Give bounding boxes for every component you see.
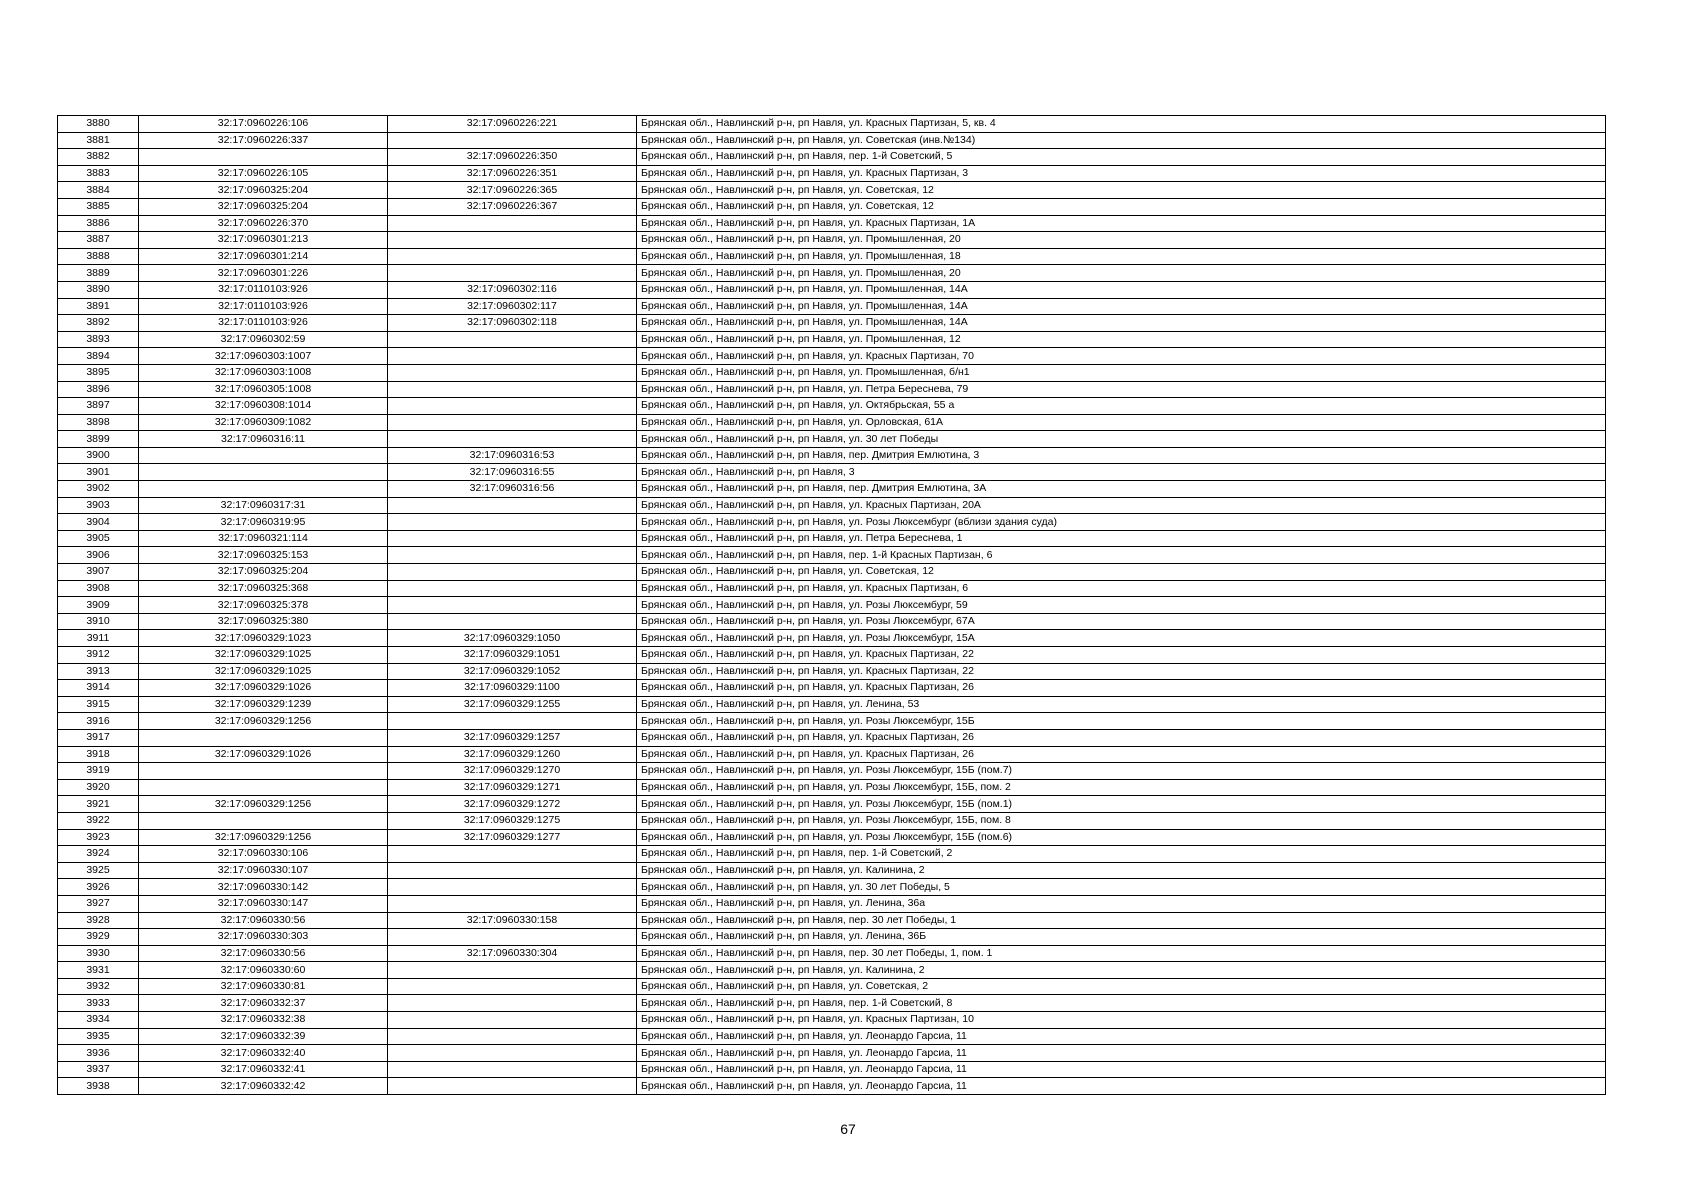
table-row bbox=[58, 663, 1606, 680]
object-cadastral-number-cell bbox=[388, 962, 637, 979]
address-cell: Брянская обл., Навлинский р-н, рп Навля, ул. Красных Партизан, 1А bbox=[637, 215, 1606, 232]
address-cell: Брянская обл., Навлинский р-н, рп Навля, ул. Красных Партизан, 3 bbox=[637, 165, 1606, 182]
address-cell: Брянская обл., Навлинский р-н, рп Навля, ул. Промышленная, 20 bbox=[637, 232, 1606, 249]
row-number-cell: 3930 bbox=[58, 945, 139, 962]
cadastral-number-cell: 32:17:0960319:95 bbox=[139, 514, 388, 531]
address-cell: Брянская обл., Навлинский р-н, рп Навля, ул. Красных Партизан, 6 bbox=[637, 580, 1606, 597]
table-row bbox=[58, 763, 1606, 780]
table-row bbox=[58, 315, 1606, 332]
address-cell: Брянская обл., Навлинский р-н, рп Навля, пер. 1-й Советский, 5 bbox=[637, 149, 1606, 166]
object-cadastral-number-cell: 32:17:0960302:116 bbox=[388, 281, 637, 298]
table-row bbox=[58, 215, 1606, 232]
address-cell: Брянская обл., Навлинский р-н, рп Навля, ул. Красных Партизан, 22 bbox=[637, 647, 1606, 664]
cadastral-number-cell: 32:17:0960329:1025 bbox=[139, 647, 388, 664]
object-cadastral-number-cell bbox=[388, 613, 637, 630]
row-number-cell: 3884 bbox=[58, 182, 139, 199]
cadastral-number-cell: 32:17:0960325:204 bbox=[139, 198, 388, 215]
row-number-cell: 3899 bbox=[58, 431, 139, 448]
object-cadastral-number-cell bbox=[388, 132, 637, 149]
row-number-cell: 3902 bbox=[58, 481, 139, 498]
row-number-cell: 3932 bbox=[58, 978, 139, 995]
object-cadastral-number-cell bbox=[388, 248, 637, 265]
property-register-table bbox=[57, 115, 1606, 1095]
address-cell: Брянская обл., Навлинский р-н, рп Навля, ул. Промышленная, 12 bbox=[637, 331, 1606, 348]
address-cell: Брянская обл., Навлинский р-н, рп Навля, ул. Леонардо Гарсиа, 11 bbox=[637, 1078, 1606, 1095]
cadastral-number-cell bbox=[139, 812, 388, 829]
cadastral-number-cell bbox=[139, 149, 388, 166]
cadastral-number-cell: 32:17:0960226:337 bbox=[139, 132, 388, 149]
cadastral-number-cell: 32:17:0110103:926 bbox=[139, 315, 388, 332]
address-cell: Брянская обл., Навлинский р-н, рп Навля, ул. Орловская, 61А bbox=[637, 414, 1606, 431]
table-row bbox=[58, 680, 1606, 697]
cadastral-number-cell: 32:17:0960325:204 bbox=[139, 564, 388, 581]
object-cadastral-number-cell bbox=[388, 381, 637, 398]
cadastral-number-cell: 32:17:0960329:1256 bbox=[139, 829, 388, 846]
object-cadastral-number-cell bbox=[388, 514, 637, 531]
cadastral-number-cell: 32:17:0110103:926 bbox=[139, 281, 388, 298]
table-row bbox=[58, 647, 1606, 664]
object-cadastral-number-cell: 32:17:0960226:221 bbox=[388, 116, 637, 133]
object-cadastral-number-cell bbox=[388, 564, 637, 581]
object-cadastral-number-cell bbox=[388, 265, 637, 282]
address-cell: Брянская обл., Навлинский р-н, рп Навля, ул. Красных Партизан, 20А bbox=[637, 497, 1606, 514]
table-row bbox=[58, 696, 1606, 713]
object-cadastral-number-cell: 32:17:0960316:56 bbox=[388, 481, 637, 498]
cadastral-number-cell: 32:17:0960330:56 bbox=[139, 945, 388, 962]
row-number-cell: 3894 bbox=[58, 348, 139, 365]
table-row bbox=[58, 613, 1606, 630]
address-cell: Брянская обл., Навлинский р-н, рп Навля, ул. Леонардо Гарсиа, 11 bbox=[637, 1061, 1606, 1078]
table-row bbox=[58, 929, 1606, 946]
address-cell: Брянская обл., Навлинский р-н, рп Навля, ул. Розы Люксембург, 15Б, пом. 8 bbox=[637, 812, 1606, 829]
row-number-cell: 3938 bbox=[58, 1078, 139, 1095]
row-number-cell: 3885 bbox=[58, 198, 139, 215]
table-row bbox=[58, 447, 1606, 464]
table-row bbox=[58, 464, 1606, 481]
cadastral-number-cell: 32:17:0960317:31 bbox=[139, 497, 388, 514]
row-number-cell: 3897 bbox=[58, 398, 139, 415]
row-number-cell: 3924 bbox=[58, 846, 139, 863]
object-cadastral-number-cell bbox=[388, 1061, 637, 1078]
row-number-cell: 3895 bbox=[58, 364, 139, 381]
cadastral-number-cell bbox=[139, 447, 388, 464]
object-cadastral-number-cell bbox=[388, 348, 637, 365]
address-cell: Брянская обл., Навлинский р-н, рп Навля, ул. Советская (инв.№134) bbox=[637, 132, 1606, 149]
row-number-cell: 3921 bbox=[58, 796, 139, 813]
cadastral-number-cell: 32:17:0960332:42 bbox=[139, 1078, 388, 1095]
table-row bbox=[58, 895, 1606, 912]
address-cell: Брянская обл., Навлинский р-н, рп Навля, пер. 1-й Советский, 2 bbox=[637, 846, 1606, 863]
table-row bbox=[58, 846, 1606, 863]
cadastral-number-cell: 32:17:0960330:81 bbox=[139, 978, 388, 995]
address-cell: Брянская обл., Навлинский р-н, рп Навля, ул. Розы Люксембург, 15Б (пом.1) bbox=[637, 796, 1606, 813]
row-number-cell: 3920 bbox=[58, 779, 139, 796]
address-cell: Брянская обл., Навлинский р-н, рп Навля, ул. Ленина, 36Б bbox=[637, 929, 1606, 946]
cadastral-number-cell: 32:17:0960308:1014 bbox=[139, 398, 388, 415]
address-cell: Брянская обл., Навлинский р-н, рп Навля, ул. Красных Партизан, 22 bbox=[637, 663, 1606, 680]
table-row bbox=[58, 862, 1606, 879]
object-cadastral-number-cell bbox=[388, 862, 637, 879]
table-row bbox=[58, 398, 1606, 415]
address-cell: Брянская обл., Навлинский р-н, рп Навля, ул. Красных Партизан, 10 bbox=[637, 1012, 1606, 1029]
object-cadastral-number-cell: 32:17:0960302:118 bbox=[388, 315, 637, 332]
cadastral-number-cell: 32:17:0960303:1007 bbox=[139, 348, 388, 365]
object-cadastral-number-cell bbox=[388, 597, 637, 614]
table-row bbox=[58, 414, 1606, 431]
address-cell: Брянская обл., Навлинский р-н, рп Навля, ул. Петра Береснева, 1 bbox=[637, 530, 1606, 547]
table-row bbox=[58, 713, 1606, 730]
object-cadastral-number-cell: 32:17:0960329:1257 bbox=[388, 729, 637, 746]
table-row bbox=[58, 812, 1606, 829]
address-cell: Брянская обл., Навлинский р-н, рп Навля, 3 bbox=[637, 464, 1606, 481]
table-row bbox=[58, 829, 1606, 846]
cadastral-number-cell bbox=[139, 779, 388, 796]
cadastral-number-cell: 32:17:0960325:204 bbox=[139, 182, 388, 199]
table-row bbox=[58, 779, 1606, 796]
row-number-cell: 3909 bbox=[58, 597, 139, 614]
address-cell: Брянская обл., Навлинский р-н, рп Навля, ул. Промышленная, б/н1 bbox=[637, 364, 1606, 381]
row-number-cell: 3912 bbox=[58, 647, 139, 664]
table-row bbox=[58, 597, 1606, 614]
cadastral-number-cell: 32:17:0960329:1256 bbox=[139, 796, 388, 813]
table-row bbox=[58, 348, 1606, 365]
table-row bbox=[58, 729, 1606, 746]
address-cell: Брянская обл., Навлинский р-н, рп Навля, пер. Дмитрия Емлютина, 3 bbox=[637, 447, 1606, 464]
row-number-cell: 3905 bbox=[58, 530, 139, 547]
page-number: 67 bbox=[840, 1121, 856, 1137]
address-cell: Брянская обл., Навлинский р-н, рп Навля, ул. Розы Люксембург, 15Б bbox=[637, 713, 1606, 730]
object-cadastral-number-cell: 32:17:0960302:117 bbox=[388, 298, 637, 315]
object-cadastral-number-cell: 32:17:0960329:1277 bbox=[388, 829, 637, 846]
object-cadastral-number-cell bbox=[388, 846, 637, 863]
cadastral-number-cell: 32:17:0960329:1256 bbox=[139, 713, 388, 730]
table-row bbox=[58, 364, 1606, 381]
address-cell: Брянская обл., Навлинский р-н, рп Навля, ул. 30 лет Победы bbox=[637, 431, 1606, 448]
address-cell: Брянская обл., Навлинский р-н, рп Навля, ул. 30 лет Победы, 5 bbox=[637, 879, 1606, 896]
address-cell: Брянская обл., Навлинский р-н, рп Навля, ул. Красных Партизан, 26 bbox=[637, 746, 1606, 763]
row-number-cell: 3888 bbox=[58, 248, 139, 265]
cadastral-number-cell: 32:17:0960330:106 bbox=[139, 846, 388, 863]
table-row bbox=[58, 1045, 1606, 1062]
cadastral-number-cell: 32:17:0960301:226 bbox=[139, 265, 388, 282]
row-number-cell: 3923 bbox=[58, 829, 139, 846]
object-cadastral-number-cell bbox=[388, 530, 637, 547]
row-number-cell: 3889 bbox=[58, 265, 139, 282]
object-cadastral-number-cell bbox=[388, 1028, 637, 1045]
table-row bbox=[58, 281, 1606, 298]
address-cell: Брянская обл., Навлинский р-н, рп Навля, ул. Промышленная, 14А bbox=[637, 315, 1606, 332]
cadastral-number-cell: 32:17:0960321:114 bbox=[139, 530, 388, 547]
address-cell: Брянская обл., Навлинский р-н, рп Навля, ул. Калинина, 2 bbox=[637, 862, 1606, 879]
object-cadastral-number-cell bbox=[388, 1045, 637, 1062]
cadastral-number-cell: 32:17:0960329:1023 bbox=[139, 630, 388, 647]
address-cell: Брянская обл., Навлинский р-н, рп Навля, ул. Петра Береснева, 79 bbox=[637, 381, 1606, 398]
address-cell: Брянская обл., Навлинский р-н, рп Навля, ул. Советская, 2 bbox=[637, 978, 1606, 995]
table-row bbox=[58, 481, 1606, 498]
row-number-cell: 3911 bbox=[58, 630, 139, 647]
address-cell: Брянская обл., Навлинский р-н, рп Навля, ул. Советская, 12 bbox=[637, 198, 1606, 215]
cadastral-number-cell: 32:17:0960316:11 bbox=[139, 431, 388, 448]
address-cell: Брянская обл., Навлинский р-н, рп Навля, ул. Красных Партизан, 70 bbox=[637, 348, 1606, 365]
cadastral-number-cell: 32:17:0960330:142 bbox=[139, 879, 388, 896]
table-row bbox=[58, 232, 1606, 249]
object-cadastral-number-cell: 32:17:0960329:1052 bbox=[388, 663, 637, 680]
cadastral-number-cell: 32:17:0960330:303 bbox=[139, 929, 388, 946]
table-row bbox=[58, 962, 1606, 979]
table-row bbox=[58, 182, 1606, 199]
object-cadastral-number-cell: 32:17:0960329:1255 bbox=[388, 696, 637, 713]
object-cadastral-number-cell: 32:17:0960316:55 bbox=[388, 464, 637, 481]
cadastral-number-cell: 32:17:0960330:56 bbox=[139, 912, 388, 929]
row-number-cell: 3908 bbox=[58, 580, 139, 597]
object-cadastral-number-cell bbox=[388, 879, 637, 896]
table-row bbox=[58, 149, 1606, 166]
cadastral-number-cell: 32:17:0960226:370 bbox=[139, 215, 388, 232]
address-cell: Брянская обл., Навлинский р-н, рп Навля, ул. Розы Люксембург, 67А bbox=[637, 613, 1606, 630]
table-row bbox=[58, 630, 1606, 647]
row-number-cell: 3892 bbox=[58, 315, 139, 332]
table-row bbox=[58, 912, 1606, 929]
table-row bbox=[58, 331, 1606, 348]
cadastral-number-cell: 32:17:0960330:107 bbox=[139, 862, 388, 879]
address-cell: Брянская обл., Навлинский р-н, рп Навля, ул. Калинина, 2 bbox=[637, 962, 1606, 979]
table-row bbox=[58, 530, 1606, 547]
table-row bbox=[58, 796, 1606, 813]
table-row bbox=[58, 995, 1606, 1012]
address-cell: Брянская обл., Навлинский р-н, рп Навля, ул. Красных Партизан, 26 bbox=[637, 680, 1606, 697]
cadastral-number-cell: 32:17:0960301:214 bbox=[139, 248, 388, 265]
cadastral-number-cell: 32:17:0960309:1082 bbox=[139, 414, 388, 431]
row-number-cell: 3917 bbox=[58, 729, 139, 746]
address-cell: Брянская обл., Навлинский р-н, рп Навля, ул. Розы Люксембург (вблизи здания суда) bbox=[637, 514, 1606, 531]
cadastral-number-cell: 32:17:0960329:1026 bbox=[139, 680, 388, 697]
cadastral-number-cell bbox=[139, 481, 388, 498]
row-number-cell: 3903 bbox=[58, 497, 139, 514]
table-row bbox=[58, 165, 1606, 182]
table-row bbox=[58, 298, 1606, 315]
address-cell: Брянская обл., Навлинский р-н, рп Навля, ул. Промышленная, 14А bbox=[637, 298, 1606, 315]
cadastral-number-cell bbox=[139, 729, 388, 746]
row-number-cell: 3910 bbox=[58, 613, 139, 630]
address-cell: Брянская обл., Навлинский р-н, рп Навля, ул. Красных Партизан, 26 bbox=[637, 729, 1606, 746]
cadastral-number-cell: 32:17:0960332:40 bbox=[139, 1045, 388, 1062]
object-cadastral-number-cell bbox=[388, 580, 637, 597]
row-number-cell: 3898 bbox=[58, 414, 139, 431]
object-cadastral-number-cell bbox=[388, 331, 637, 348]
cadastral-number-cell: 32:17:0960325:380 bbox=[139, 613, 388, 630]
table-row bbox=[58, 547, 1606, 564]
object-cadastral-number-cell bbox=[388, 431, 637, 448]
row-number-cell: 3929 bbox=[58, 929, 139, 946]
object-cadastral-number-cell: 32:17:0960226:365 bbox=[388, 182, 637, 199]
address-cell: Брянская обл., Навлинский р-н, рп Навля, ул. Красных Партизан, 5, кв. 4 bbox=[637, 116, 1606, 133]
cadastral-number-cell: 32:17:0110103:926 bbox=[139, 298, 388, 315]
cadastral-number-cell: 32:17:0960301:213 bbox=[139, 232, 388, 249]
address-cell: Брянская обл., Навлинский р-н, рп Навля, ул. Розы Люксембург, 15Б, пом. 2 bbox=[637, 779, 1606, 796]
table-row bbox=[58, 1028, 1606, 1045]
table-row bbox=[58, 746, 1606, 763]
table-row bbox=[58, 497, 1606, 514]
address-cell: Брянская обл., Навлинский р-н, рп Навля, ул. Промышленная, 20 bbox=[637, 265, 1606, 282]
object-cadastral-number-cell: 32:17:0960329:1271 bbox=[388, 779, 637, 796]
cadastral-number-cell: 32:17:0960330:60 bbox=[139, 962, 388, 979]
object-cadastral-number-cell: 32:17:0960329:1260 bbox=[388, 746, 637, 763]
object-cadastral-number-cell: 32:17:0960330:304 bbox=[388, 945, 637, 962]
table-row bbox=[58, 1061, 1606, 1078]
table-row bbox=[58, 978, 1606, 995]
object-cadastral-number-cell bbox=[388, 978, 637, 995]
address-cell: Брянская обл., Навлинский р-н, рп Навля, ул. Советская, 12 bbox=[637, 182, 1606, 199]
table-row bbox=[58, 248, 1606, 265]
cadastral-number-cell bbox=[139, 464, 388, 481]
cadastral-number-cell: 32:17:0960325:378 bbox=[139, 597, 388, 614]
cadastral-number-cell: 32:17:0960226:105 bbox=[139, 165, 388, 182]
object-cadastral-number-cell: 32:17:0960329:1275 bbox=[388, 812, 637, 829]
row-number-cell: 3901 bbox=[58, 464, 139, 481]
table-row bbox=[58, 381, 1606, 398]
cadastral-number-cell: 32:17:0960329:1026 bbox=[139, 746, 388, 763]
row-number-cell: 3907 bbox=[58, 564, 139, 581]
row-number-cell: 3900 bbox=[58, 447, 139, 464]
object-cadastral-number-cell: 32:17:0960329:1100 bbox=[388, 680, 637, 697]
row-number-cell: 3890 bbox=[58, 281, 139, 298]
address-cell: Брянская обл., Навлинский р-н, рп Навля, ул. Розы Люксембург, 15Б (пом.7) bbox=[637, 763, 1606, 780]
address-cell: Брянская обл., Навлинский р-н, рп Навля, пер. 30 лет Победы, 1 bbox=[637, 912, 1606, 929]
object-cadastral-number-cell bbox=[388, 497, 637, 514]
row-number-cell: 3933 bbox=[58, 995, 139, 1012]
address-cell: Брянская обл., Навлинский р-н, рп Навля, ул. Леонардо Гарсиа, 11 bbox=[637, 1028, 1606, 1045]
row-number-cell: 3934 bbox=[58, 1012, 139, 1029]
object-cadastral-number-cell: 32:17:0960226:350 bbox=[388, 149, 637, 166]
row-number-cell: 3915 bbox=[58, 696, 139, 713]
cadastral-number-cell: 32:17:0960332:38 bbox=[139, 1012, 388, 1029]
object-cadastral-number-cell: 32:17:0960329:1270 bbox=[388, 763, 637, 780]
table-row bbox=[58, 564, 1606, 581]
row-number-cell: 3896 bbox=[58, 381, 139, 398]
table-row bbox=[58, 265, 1606, 282]
object-cadastral-number-cell bbox=[388, 414, 637, 431]
cadastral-number-cell: 32:17:0960332:41 bbox=[139, 1061, 388, 1078]
row-number-cell: 3906 bbox=[58, 547, 139, 564]
object-cadastral-number-cell: 32:17:0960330:158 bbox=[388, 912, 637, 929]
object-cadastral-number-cell: 32:17:0960329:1272 bbox=[388, 796, 637, 813]
address-cell: Брянская обл., Навлинский р-н, рп Навля, ул. Советская, 12 bbox=[637, 564, 1606, 581]
object-cadastral-number-cell: 32:17:0960329:1051 bbox=[388, 647, 637, 664]
table-row bbox=[58, 116, 1606, 133]
object-cadastral-number-cell: 32:17:0960329:1050 bbox=[388, 630, 637, 647]
address-cell: Брянская обл., Навлинский р-н, рп Навля, ул. Промышленная, 18 bbox=[637, 248, 1606, 265]
address-cell: Брянская обл., Навлинский р-н, рп Навля, пер. 30 лет Победы, 1, пом. 1 bbox=[637, 945, 1606, 962]
row-number-cell: 3931 bbox=[58, 962, 139, 979]
address-cell: Брянская обл., Навлинский р-н, рп Навля, пер. 1-й Советский, 8 bbox=[637, 995, 1606, 1012]
object-cadastral-number-cell bbox=[388, 547, 637, 564]
cadastral-number-cell: 32:17:0960329:1239 bbox=[139, 696, 388, 713]
address-cell: Брянская обл., Навлинский р-н, рп Навля, ул. Розы Люксембург, 15Б (пом.6) bbox=[637, 829, 1606, 846]
row-number-cell: 3882 bbox=[58, 149, 139, 166]
address-cell: Брянская обл., Навлинский р-н, рп Навля, ул. Леонардо Гарсиа, 11 bbox=[637, 1045, 1606, 1062]
row-number-cell: 3914 bbox=[58, 680, 139, 697]
cadastral-number-cell: 32:17:0960332:37 bbox=[139, 995, 388, 1012]
row-number-cell: 3937 bbox=[58, 1061, 139, 1078]
table-row bbox=[58, 132, 1606, 149]
row-number-cell: 3904 bbox=[58, 514, 139, 531]
object-cadastral-number-cell bbox=[388, 929, 637, 946]
address-cell: Брянская обл., Навлинский р-н, рп Навля, ул. Розы Люксембург, 15А bbox=[637, 630, 1606, 647]
row-number-cell: 3883 bbox=[58, 165, 139, 182]
row-number-cell: 3886 bbox=[58, 215, 139, 232]
cadastral-number-cell: 32:17:0960332:39 bbox=[139, 1028, 388, 1045]
address-cell: Брянская обл., Навлинский р-н, рп Навля, ул. Розы Люксембург, 59 bbox=[637, 597, 1606, 614]
address-cell: Брянская обл., Навлинский р-н, рп Навля, ул. Ленина, 53 bbox=[637, 696, 1606, 713]
row-number-cell: 3918 bbox=[58, 746, 139, 763]
address-cell: Брянская обл., Навлинский р-н, рп Навля, ул. Ленина, 36а bbox=[637, 895, 1606, 912]
row-number-cell: 3916 bbox=[58, 713, 139, 730]
table-row bbox=[58, 1012, 1606, 1029]
object-cadastral-number-cell: 32:17:0960316:53 bbox=[388, 447, 637, 464]
address-cell: Брянская обл., Навлинский р-н, рп Навля, ул. Промышленная, 14А bbox=[637, 281, 1606, 298]
row-number-cell: 3880 bbox=[58, 116, 139, 133]
object-cadastral-number-cell bbox=[388, 1012, 637, 1029]
row-number-cell: 3887 bbox=[58, 232, 139, 249]
object-cadastral-number-cell bbox=[388, 895, 637, 912]
table-body bbox=[58, 116, 1606, 1095]
row-number-cell: 3927 bbox=[58, 895, 139, 912]
address-cell: Брянская обл., Навлинский р-н, рп Навля, ул. Октябрьская, 55 а bbox=[637, 398, 1606, 415]
row-number-cell: 3935 bbox=[58, 1028, 139, 1045]
table-row bbox=[58, 431, 1606, 448]
table-row bbox=[58, 580, 1606, 597]
object-cadastral-number-cell bbox=[388, 1078, 637, 1095]
row-number-cell: 3936 bbox=[58, 1045, 139, 1062]
table-row bbox=[58, 514, 1606, 531]
object-cadastral-number-cell bbox=[388, 713, 637, 730]
object-cadastral-number-cell bbox=[388, 364, 637, 381]
object-cadastral-number-cell: 32:17:0960226:351 bbox=[388, 165, 637, 182]
table-row bbox=[58, 879, 1606, 896]
cadastral-number-cell: 32:17:0960329:1025 bbox=[139, 663, 388, 680]
cadastral-number-cell bbox=[139, 763, 388, 780]
cadastral-number-cell: 32:17:0960325:153 bbox=[139, 547, 388, 564]
cadastral-number-cell: 32:17:0960302:59 bbox=[139, 331, 388, 348]
cadastral-number-cell: 32:17:0960303:1008 bbox=[139, 364, 388, 381]
object-cadastral-number-cell bbox=[388, 215, 637, 232]
row-number-cell: 3922 bbox=[58, 812, 139, 829]
address-cell: Брянская обл., Навлинский р-н, рп Навля, пер. Дмитрия Емлютина, 3А bbox=[637, 481, 1606, 498]
row-number-cell: 3913 bbox=[58, 663, 139, 680]
table-row bbox=[58, 1078, 1606, 1095]
cadastral-number-cell: 32:17:0960325:368 bbox=[139, 580, 388, 597]
cadastral-number-cell: 32:17:0960305:1008 bbox=[139, 381, 388, 398]
row-number-cell: 3893 bbox=[58, 331, 139, 348]
object-cadastral-number-cell: 32:17:0960226:367 bbox=[388, 198, 637, 215]
row-number-cell: 3928 bbox=[58, 912, 139, 929]
row-number-cell: 3881 bbox=[58, 132, 139, 149]
table-row bbox=[58, 198, 1606, 215]
table-row bbox=[58, 945, 1606, 962]
row-number-cell: 3891 bbox=[58, 298, 139, 315]
cadastral-number-cell: 32:17:0960226:106 bbox=[139, 116, 388, 133]
cadastral-number-cell: 32:17:0960330:147 bbox=[139, 895, 388, 912]
row-number-cell: 3926 bbox=[58, 879, 139, 896]
object-cadastral-number-cell bbox=[388, 232, 637, 249]
object-cadastral-number-cell bbox=[388, 995, 637, 1012]
address-cell: Брянская обл., Навлинский р-н, рп Навля, пер. 1-й Красных Партизан, 6 bbox=[637, 547, 1606, 564]
object-cadastral-number-cell bbox=[388, 398, 637, 415]
row-number-cell: 3919 bbox=[58, 763, 139, 780]
row-number-cell: 3925 bbox=[58, 862, 139, 879]
